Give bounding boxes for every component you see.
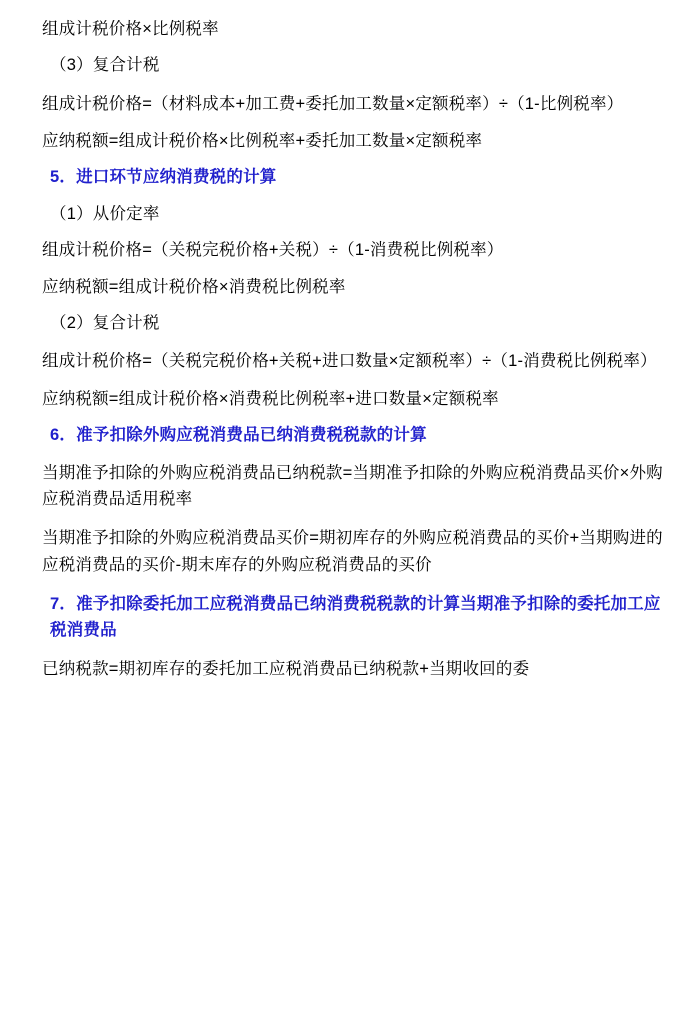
section-heading-6: 6．准予扣除外购应税消费品已纳消费税税款的计算 bbox=[50, 425, 427, 444]
formula-line: 应纳税额=组成计税价格×消费税比例税率 bbox=[42, 277, 346, 296]
formula-line: 应纳税额=组成计税价格×比例税率+委托加工数量×定额税率 bbox=[42, 131, 483, 150]
formula-line: 当期准予扣除的外购应税消费品买价=期初库存的外购应税消费品的买价+当期购进的应税消费品的买价-期末库存的外购应税消费品的买价 bbox=[42, 529, 663, 574]
formula-line: 当期准予扣除的外购应税消费品已纳税款=当期准予扣除的外购应税消费品买价×外购应税消费品适用税率 bbox=[42, 464, 663, 509]
formula-line: 应纳税额=组成计税价格×消费税比例税率+进口数量×定额税率 bbox=[42, 389, 499, 408]
formula-line: 已纳税款=期初库存的委托加工应税消费品已纳税款+当期收回的委 bbox=[42, 659, 530, 678]
formula-line: 组成计税价格=（材料成本+加工费+委托加工数量×定额税率）÷（1-比例税率） bbox=[42, 94, 624, 113]
formula-line: 组成计税价格=（关税完税价格+关税）÷（1-消费税比例税率） bbox=[42, 241, 504, 260]
section-heading-7: 7．准予扣除委托加工应税消费品已纳消费税税款的计算当期准予扣除的委托加工应税消费品 bbox=[50, 594, 661, 639]
section-heading-5: 5．进口环节应纳消费税的计算 bbox=[50, 168, 277, 187]
formula-line: 组成计税价格=（关税完税价格+关税+进口数量×定额税率）÷（1-消费税比例税率） bbox=[42, 352, 657, 371]
formula-line: 组成计税价格×比例税率 bbox=[42, 20, 219, 38]
list-item: （2）复合计税 bbox=[50, 314, 160, 333]
list-item: （3）复合计税 bbox=[50, 56, 160, 75]
list-item: （1）从价定率 bbox=[50, 204, 160, 223]
